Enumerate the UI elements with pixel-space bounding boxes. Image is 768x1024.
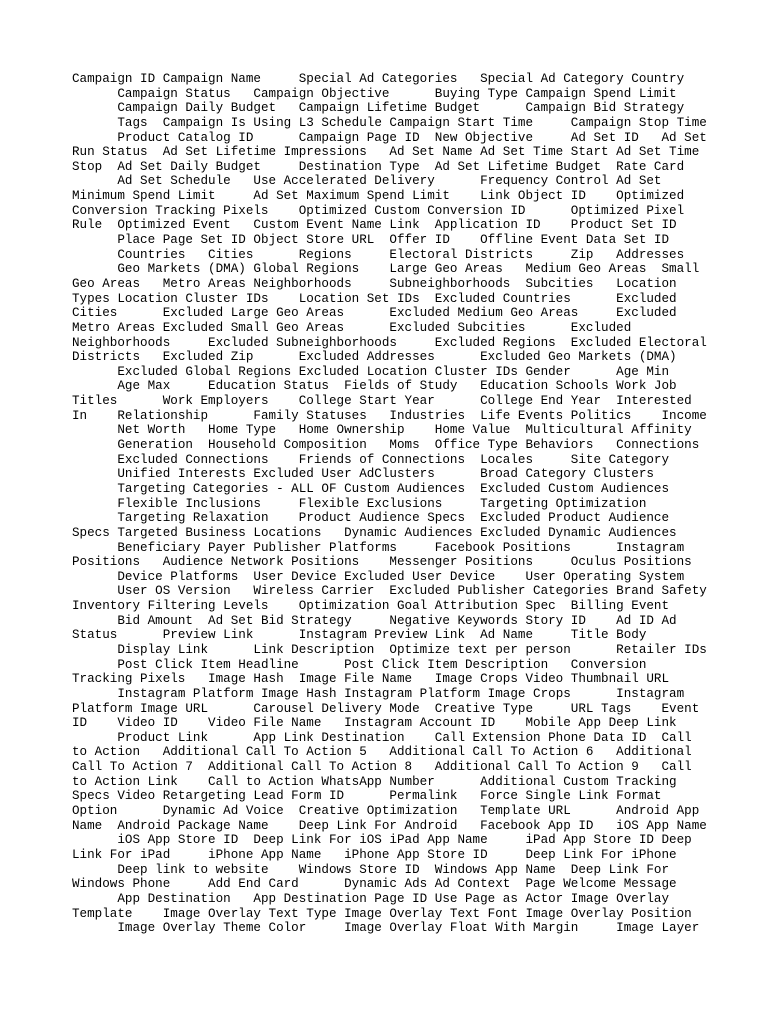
text-line: Stop Ad Set Daily Budget Destination Type Ad Set Lifetime Budget Rate Card [72,159,685,174]
text-line: Districts Excluded Zip Excluded Addresses Excluded Geo Markets (DMA) [72,350,677,365]
document-page [72,72,712,936]
text-line: Countries Cities Regions Electoral Districts Zip Addresses [72,247,685,262]
text-line: Unified Interests Excluded User AdClusters Broad Category Clusters [72,467,654,482]
text-line: Device Platforms User Device Excluded User Device User Operating System [72,569,685,584]
text-line: Generation Household Composition Moms Office Type Behaviors Connections [72,438,700,453]
text-line: Rule Optimized Event Custom Event Name Link Application ID Product Set ID [72,218,677,233]
text-line: Age Max Education Status Fields of Study Education Schools Work Job [72,379,677,394]
text-line: Instagram Platform Image Hash Instagram Platform Image Crops Instagram [72,686,685,701]
text-line: Product Catalog ID Campaign Page ID New Objective Ad Set ID Ad Set [72,130,707,145]
text-line: Status Preview Link Instagram Preview Link Ad Name Title Body [72,628,647,643]
text-line: Ad Set Schedule Use Accelerated Delivery Frequency Control Ad Set [72,174,662,189]
text-line: Specs Targeted Business Locations Dynamic Audiences Excluded Dynamic Audiences [72,525,677,540]
text-line: Option Dynamic Ad Voice Creative Optimization Template URL Android App [72,804,700,819]
text-line: Place Page Set ID Object Store URL Offer ID Offline Event Data Set ID [72,233,670,248]
text-line: Geo Areas Metro Areas Neighborhoods Subneighborhoods Subcities Location [72,276,677,291]
text-line: Positions Audience Network Positions Messenger Positions Oculus Positions [72,555,692,570]
text-line: Image Overlay Theme Color Image Overlay Float With Margin Image Layer [72,921,700,936]
text-line: Inventory Filtering Levels Optimization Goal Attribution Spec Billing Event [72,599,670,614]
text-line: Titles Work Employers College Start Year College End Year Interested [72,394,692,409]
text-line: Conversion Tracking Pixels Optimized Custom Conversion ID Optimized Pixel [72,203,685,218]
text-line: Targeting Relaxation Product Audience Specs Excluded Product Audience [72,511,670,526]
text-line: Tracking Pixels Image Hash Image File Name Image Crops Video Thumbnail URL [72,672,670,687]
text-line: Neighborhoods Excluded Subneighborhoods Excluded Regions Excluded Electoral [72,335,707,350]
text-line: Name Android Package Name Deep Link For Android Facebook App ID iOS App Name [72,818,707,833]
text-line: Windows Phone Add End Card Dynamic Ads Ad Context Page Welcome Message [72,877,677,892]
text-line: Excluded Global Regions Excluded Location Cluster IDs Gender Age Min [72,364,670,379]
text-line: Geo Markets (DMA) Global Regions Large Geo Areas Medium Geo Areas Small [72,262,700,277]
text-line: Excluded Connections Friends of Connections Locales Site Category [72,452,670,467]
text-line: Minimum Spend Limit Ad Set Maximum Spend Limit Link Object ID Optimized [72,189,685,204]
text-line: to Action Additional Call To Action 5 Additional Call To Action 6 Additional [72,745,692,760]
text-line: Bid Amount Ad Set Bid Strategy Negative Keywords Story ID Ad ID Ad [72,613,677,628]
text-line: Beneficiary Payer Publisher Platforms Facebook Positions Instagram [72,540,685,555]
text-line: Link For iPad iPhone App Name iPhone App Store ID Deep Link For iPhone [72,847,677,862]
text-line: Deep link to website Windows Store ID Windows App Name Deep Link For [72,862,670,877]
text-line: Cities Excluded Large Geo Areas Excluded Medium Geo Areas Excluded [72,306,677,321]
text-line: to Action Link Call to Action WhatsApp Number Additional Custom Tracking [72,774,677,789]
text-line: Campaign ID Campaign Name Special Ad Categories Special Ad Category Country [72,72,685,86]
text-line: App Destination App Destination Page ID Use Page as Actor Image Overlay [72,891,670,906]
text-line: ID Video ID Video File Name Instagram Account ID Mobile App Deep Link [72,716,677,731]
text-line: Platform Image URL Carousel Delivery Mode Creative Type URL Tags Event [72,701,700,716]
text-line: Types Location Cluster IDs Location Set IDs Excluded Countries Excluded [72,291,677,306]
text-line: Run Status Ad Set Lifetime Impressions Ad Set Name Ad Set Time Start Ad Set Time [72,145,700,160]
text-line: Tags Campaign Is Using L3 Schedule Campaign Start Time Campaign Stop Time [72,115,707,130]
text-line: Campaign Status Campaign Objective Buying Type Campaign Spend Limit [72,86,677,101]
text-line: In Relationship Family Statuses Industries Life Events Politics Income [72,408,707,423]
text-line: Specs Video Retargeting Lead Form ID Permalink Force Single Link Format [72,789,662,804]
text-line: Campaign Daily Budget Campaign Lifetime Budget Campaign Bid Strategy [72,101,685,116]
text-line: Template Image Overlay Text Type Image Overlay Text Font Image Overlay Position [72,906,692,921]
text-line: iOS App Store ID Deep Link For iOS iPad App Name iPad App Store ID Deep [72,833,692,848]
text-line: Metro Areas Excluded Small Geo Areas Excluded Subcities Excluded [72,320,632,335]
text-line: Targeting Categories - ALL OF Custom Audiences Excluded Custom Audiences [72,481,670,496]
text-line: Product Link App Link Destination Call Extension Phone Data ID Call [72,730,692,745]
text-line: Net Worth Home Type Home Ownership Home Value Multicultural Affinity [72,423,692,438]
text-line: User OS Version Wireless Carrier Excluded Publisher Categories Brand Safety [72,584,707,599]
text-line: Post Click Item Headline Post Click Item Description Conversion [72,657,647,672]
text-line: Flexible Inclusions Flexible Exclusions Targeting Optimization [72,496,647,511]
text-line: Call To Action 7 Additional Call To Action 8 Additional Call To Action 9 Call [72,760,692,775]
text-line: Display Link Link Description Optimize text per person Retailer IDs [72,642,707,657]
